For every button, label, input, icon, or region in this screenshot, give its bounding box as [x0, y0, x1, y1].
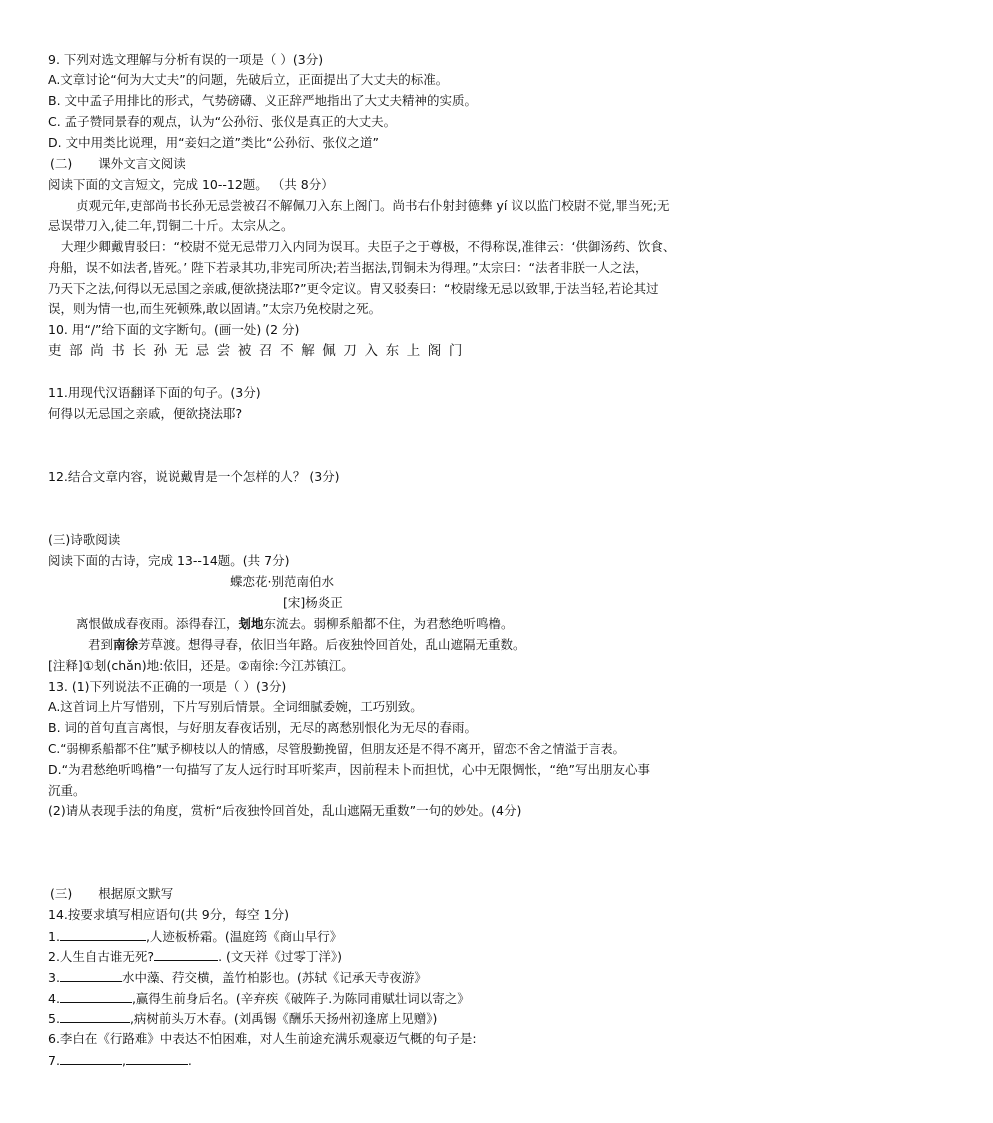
poem-title: 蝶恋花·别范南伯水 — [230, 574, 334, 589]
poem-author: [宋]杨炎正 — [283, 595, 343, 610]
section-heading-recitation — [50, 884, 760, 904]
classical-intro: 阅读下面的文言短文，完成 10--12题。 （共 8分） — [48, 177, 334, 192]
poem-line2-text-rest: 芳草渡。想得寻春，依旧当年路。后夜独怜回首处，乱山遮隔无重数。 — [138, 637, 526, 652]
poetry-intro: 阅读下面的古诗，完成 13--14题。(共 7分) — [48, 553, 290, 568]
q10-stem: 10. 用“/”给下面的文字断句。(画一处) (2 分) — [48, 322, 300, 337]
passage-p2-line1: 大理少卿戴胄驳曰：“校尉不觉无忌带刀入内同为误耳。夫臣子之于尊极，不得称误,准律云：‘供御汤药、饮食、 — [61, 239, 676, 254]
item-number: 5. — [48, 1011, 60, 1026]
q13-part2: (2)请从表现手法的角度，赏析“后夜独怜回首处，乱山遮隔无重数”一句的妙处。(4分) — [48, 803, 522, 818]
item-end: . — [187, 1053, 192, 1068]
q14-item-1 — [48, 926, 758, 947]
q14-stem: 14.按要求填写相应语句(共 9分，每空 1分) — [48, 907, 289, 922]
q11-sentence: 何得以无忌国之亲戚，便欲挠法耶? — [48, 406, 243, 421]
q9-option-b: B. 文中孟子用排比的形式，气势磅礴、义正辞严地指出了大丈夫精神的实质。 — [48, 93, 478, 108]
answer-blank[interactable] — [60, 1050, 122, 1065]
q13-option-b: B. 词的首句直言离恨，与好朋友春夜话别，无尽的离愁别恨化为无尽的春雨。 — [48, 720, 478, 735]
q12-stem: 12.结合文章内容，说说戴胄是一个怎样的人？ (3分) — [48, 469, 340, 484]
answer-blank[interactable] — [126, 1050, 188, 1065]
passage-p2-line3: 乃天下之法,何得以无忌国之亲戚,便欲挠法耶?”更令定议。胄又驳奏曰：“校尉缘无忌以致罪,于法当轻,若论其过 — [48, 281, 659, 296]
answer-blank[interactable] — [60, 926, 146, 941]
q11-stem: 11.用现代汉语翻译下面的句子。(3分) — [48, 385, 261, 400]
item-text: 2.人生自古谁无死? — [48, 949, 155, 964]
item-number: 1. — [48, 929, 60, 944]
answer-blank[interactable] — [60, 967, 122, 982]
item-separator: , — [121, 1053, 126, 1068]
q9-option-c: C. 孟子赞同景春的观点，认为“公孙衍、张仪是真正的大丈夫。 — [48, 114, 397, 129]
q9-option-a: A.文章讨论“何为大丈夫”的问题，先破后立，正面提出了大丈夫的标准。 — [48, 72, 449, 87]
q9-option-d: D. 文中用类比说理，用“妾妇之道”类比“公孙衍、张仪之道” — [48, 135, 379, 150]
poem-line1-text-rest: 东流去。弱柳系船都不住，为君愁绝听鸣橹。 — [263, 616, 514, 631]
section-number: (三) — [50, 886, 73, 901]
passage-p2-line4: 误，则为情一也,而生死顿殊,敢以固请。”太宗乃免校尉之死。 — [48, 301, 382, 316]
q13-option-d-line1: D.“为君愁绝听鸣橹”一句描写了友人远行时耳听桨声，因前程未卜而担忧，心中无限惆怅，“绝”写出朋友心事 — [48, 762, 651, 777]
passage-p2-line2: 舟船，误不如法者,皆死。’ 陛下若录其功,非宪司所决;若当据法,罚铜未为得理。”太宗曰：“法者非朕一人之法， — [48, 260, 648, 275]
item-number: 3. — [48, 970, 60, 985]
answer-blank[interactable] — [60, 988, 132, 1003]
poem-line1-text: 离恨做成春夜雨。添得春江， — [76, 616, 239, 631]
q13-option-a: A.这首词上片写惜别，下片写别后情景。全词细腻委婉，工巧别致。 — [48, 699, 423, 714]
q10-text: 吏部尚书长孙无忌尝被召不解佩刀入东上阁门 — [48, 343, 470, 359]
section-heading-classical — [50, 154, 760, 174]
poem-line1 — [76, 614, 786, 634]
q14-item-4 — [48, 988, 758, 1009]
section-heading-poetry: (三)诗歌阅读 — [48, 532, 121, 547]
poem-note: [注释]①刬(chǎn)地:依旧，还是。②南徐:今江苏镇江。 — [48, 658, 354, 673]
item-text: ,赢得生前身后名。(辛弃疾《破阵子.为陈同甫赋壮词以寄之》 — [131, 991, 470, 1006]
item-number: 4. — [48, 991, 60, 1006]
passage-p1-line2: 忌误带刀入,徒二年,罚铜二十斤。太宗从之。 — [48, 218, 294, 233]
answer-blank[interactable] — [154, 946, 218, 961]
poem-annotated-word-2: 南徐 — [113, 637, 139, 652]
q14-item-3 — [48, 967, 758, 988]
section-title: 根据原文默写 — [98, 886, 174, 901]
item-text: ,人迹板桥霜。(温庭筠《商山早行》 — [145, 929, 343, 944]
q14-item-6: 6.李白在《行路难》中表达不怕困难，对人生前途充满乐观豪迈气概的句子是: — [48, 1031, 477, 1046]
q13-option-c: C.“弱柳系船都不住”赋予柳枝以人的情感，尽管殷勤挽留，但朋友还是不得不离开，留恋不舍之情溢于言表。 — [48, 742, 625, 756]
poem-line2-text: 君到 — [88, 637, 114, 652]
section-title: 课外文言文阅读 — [98, 156, 186, 171]
q14-item-5 — [48, 1008, 758, 1029]
q14-item-2 — [48, 946, 758, 967]
answer-blank[interactable] — [60, 1008, 130, 1023]
q13-stem: 13. (1)下列说法不正确的一项是（ ）(3分) — [48, 679, 287, 694]
q13-option-d-line2: 沉重。 — [48, 783, 86, 798]
passage-p1-line1: 贞观元年,吏部尚书长孙无忌尝被召不解佩刀入东上阁门。尚书右仆射封德彝 yí 议以监门校尉不觉,罪当死;无 — [76, 198, 670, 213]
poem-line2 — [88, 635, 798, 655]
q14-item-7 — [48, 1050, 758, 1068]
item-number: 7. — [48, 1053, 60, 1068]
section-number: (二) — [50, 156, 73, 171]
q9-stem: 9. 下列对选文理解与分析有误的一项是（ ）(3分) — [48, 52, 324, 67]
poem-annotated-word-1: 刬地 — [238, 616, 264, 631]
item-text: ,病树前头万木春。(刘禹锡《酬乐天扬州初逢席上见赠》) — [129, 1011, 438, 1026]
item-source: . (文天祥《过零丁洋》) — [218, 949, 343, 964]
item-text: 水中藻、荇交横，盖竹柏影也。(苏轼《记承天寺夜游》 — [121, 970, 427, 985]
